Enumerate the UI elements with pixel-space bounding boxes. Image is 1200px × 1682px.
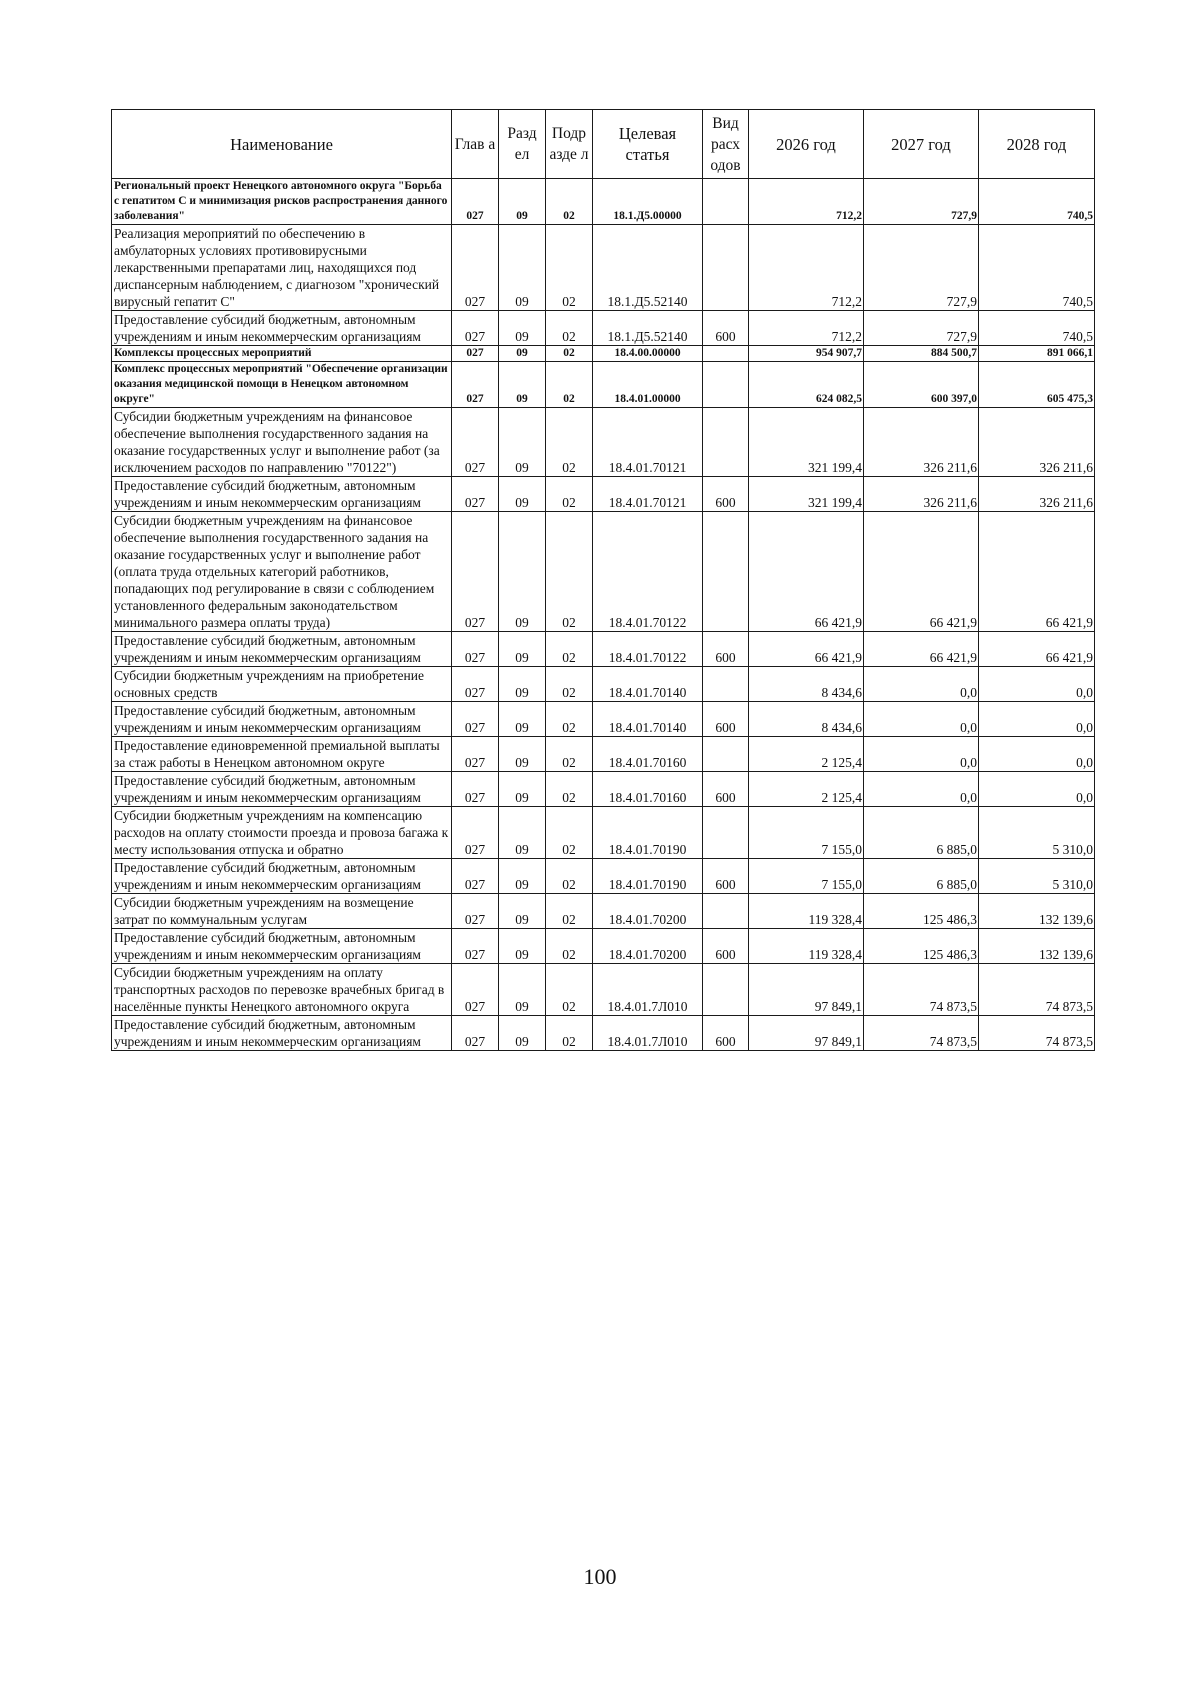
table-row: [112, 346, 1095, 362]
cell-2026: 712,2: [749, 311, 864, 346]
table-body: [112, 179, 1095, 1051]
cell-article: 18.4.01.70200: [593, 929, 703, 964]
cell-2026: 624 082,5: [749, 362, 864, 408]
cell-2028: 132 139,6: [979, 929, 1095, 964]
table-row: [112, 667, 1095, 702]
cell-2026: 119 328,4: [749, 894, 864, 929]
cell-glava: 027: [452, 362, 499, 408]
cell-article: 18.4.01.7Л010: [593, 1016, 703, 1051]
cell-article: 18.4.00.00000: [593, 346, 703, 362]
cell-article: 18.4.01.70160: [593, 737, 703, 772]
cell-article: 18.4.01.70121: [593, 408, 703, 477]
cell-name: Предоставление субсидий бюджетным, автономным учреждениям и иным некоммерческим организациям: [112, 859, 452, 894]
table-row: [112, 477, 1095, 512]
cell-glava: 027: [452, 179, 499, 225]
cell-2026: 119 328,4: [749, 929, 864, 964]
table-row: [112, 964, 1095, 1016]
cell-name: Предоставление субсидий бюджетным, автономным учреждениям и иным некоммерческим организациям: [112, 702, 452, 737]
cell-razdel: 09: [499, 737, 546, 772]
cell-vid: 600: [703, 702, 749, 737]
table-row: [112, 311, 1095, 346]
cell-razdel: 09: [499, 929, 546, 964]
cell-2027: 326 211,6: [864, 408, 979, 477]
cell-name: Субсидии бюджетным учреждениям на компенсацию расходов на оплату стоимости проезда и провоза багажа к месту использования отпуска и обратно: [112, 807, 452, 859]
cell-2028: 0,0: [979, 737, 1095, 772]
cell-glava: 027: [452, 346, 499, 362]
budget-table-sheet: [111, 109, 1094, 1051]
cell-2027: 727,9: [864, 225, 979, 311]
cell-razdel: 09: [499, 179, 546, 225]
cell-glava: 027: [452, 929, 499, 964]
cell-podrazdel: 02: [546, 362, 593, 408]
table-row: [112, 225, 1095, 311]
cell-podrazdel: 02: [546, 632, 593, 667]
cell-podrazdel: 02: [546, 702, 593, 737]
cell-2028: 0,0: [979, 702, 1095, 737]
cell-glava: 027: [452, 964, 499, 1016]
cell-2028: 74 873,5: [979, 1016, 1095, 1051]
cell-name: Предоставление субсидий бюджетным, автономным учреждениям и иным некоммерческим организациям: [112, 772, 452, 807]
cell-name: Субсидии бюджетным учреждениям на финансовое обеспечение выполнения государственного задания на оказание государственных услуг и выполнение работ (оплата труда отдельных категорий работников, попадающих под регулирование в связи с соблюдением установленного федеральным законодательством минимального размера оплаты труда): [112, 512, 452, 632]
cell-razdel: 09: [499, 346, 546, 362]
cell-2028: 66 421,9: [979, 632, 1095, 667]
cell-2026: 2 125,4: [749, 772, 864, 807]
cell-razdel: 09: [499, 772, 546, 807]
cell-podrazdel: 02: [546, 408, 593, 477]
cell-2027: 0,0: [864, 772, 979, 807]
cell-2027: 326 211,6: [864, 477, 979, 512]
table-row: [112, 702, 1095, 737]
table-header-row: [112, 110, 1095, 179]
cell-razdel: 09: [499, 632, 546, 667]
cell-vid: [703, 179, 749, 225]
cell-article: 18.4.01.70140: [593, 702, 703, 737]
cell-article: 18.4.01.7Л010: [593, 964, 703, 1016]
cell-2027: 66 421,9: [864, 512, 979, 632]
cell-podrazdel: 02: [546, 964, 593, 1016]
cell-2028: 132 139,6: [979, 894, 1095, 929]
cell-article: 18.1.Д5.00000: [593, 179, 703, 225]
cell-2027: 125 486,3: [864, 894, 979, 929]
cell-2027: 0,0: [864, 667, 979, 702]
table-row: [112, 408, 1095, 477]
cell-razdel: 09: [499, 894, 546, 929]
cell-podrazdel: 02: [546, 667, 593, 702]
cell-razdel: 09: [499, 311, 546, 346]
cell-2027: 6 885,0: [864, 807, 979, 859]
header-2027: 2027 год: [864, 110, 979, 179]
cell-2028: 740,5: [979, 179, 1095, 225]
cell-razdel: 09: [499, 702, 546, 737]
cell-2026: 8 434,6: [749, 667, 864, 702]
cell-razdel: 09: [499, 1016, 546, 1051]
cell-podrazdel: 02: [546, 772, 593, 807]
cell-2028: 0,0: [979, 667, 1095, 702]
cell-2028: 66 421,9: [979, 512, 1095, 632]
cell-vid: 600: [703, 859, 749, 894]
table-row: [112, 1016, 1095, 1051]
cell-podrazdel: 02: [546, 894, 593, 929]
cell-razdel: 09: [499, 512, 546, 632]
cell-razdel: 09: [499, 225, 546, 311]
cell-2027: 66 421,9: [864, 632, 979, 667]
cell-name: Субсидии бюджетным учреждениям на возмещение затрат по коммунальным услугам: [112, 894, 452, 929]
page-number: 100: [583, 1564, 617, 1589]
cell-vid: [703, 964, 749, 1016]
cell-2027: 727,9: [864, 311, 979, 346]
table-row: [112, 807, 1095, 859]
cell-2027: 74 873,5: [864, 1016, 979, 1051]
cell-razdel: 09: [499, 408, 546, 477]
cell-vid: [703, 667, 749, 702]
cell-name: Предоставление субсидий бюджетным, автономным учреждениям и иным некоммерческим организациям: [112, 1016, 452, 1051]
cell-name: Предоставление единовременной премиальной выплаты за стаж работы в Ненецком автономном округе: [112, 737, 452, 772]
cell-2028: 740,5: [979, 225, 1095, 311]
cell-2028: 891 066,1: [979, 346, 1095, 362]
cell-2027: 125 486,3: [864, 929, 979, 964]
cell-vid: [703, 512, 749, 632]
cell-podrazdel: 02: [546, 1016, 593, 1051]
cell-razdel: 09: [499, 859, 546, 894]
cell-razdel: 09: [499, 807, 546, 859]
cell-vid: [703, 346, 749, 362]
cell-name: Реализация мероприятий по обеспечению в амбулаторных условиях противовирусными лекарственными препаратами лиц, находящихся под диспансерным наблюдением, с диагнозом "хронический вирусный гепатит С": [112, 225, 452, 311]
cell-2028: 5 310,0: [979, 859, 1095, 894]
table-row: [112, 894, 1095, 929]
cell-vid: [703, 737, 749, 772]
cell-glava: 027: [452, 408, 499, 477]
cell-name: Предоставление субсидий бюджетным, автономным учреждениям и иным некоммерческим организациям: [112, 929, 452, 964]
cell-2026: 8 434,6: [749, 702, 864, 737]
header-glava: Глав а: [452, 110, 499, 179]
cell-glava: 027: [452, 311, 499, 346]
cell-glava: 027: [452, 737, 499, 772]
cell-article: 18.4.01.00000: [593, 362, 703, 408]
cell-article: 18.4.01.70160: [593, 772, 703, 807]
cell-vid: [703, 225, 749, 311]
cell-2026: 712,2: [749, 179, 864, 225]
cell-name: Предоставление субсидий бюджетным, автономным учреждениям и иным некоммерческим организациям: [112, 477, 452, 512]
cell-article: 18.4.01.70190: [593, 859, 703, 894]
cell-razdel: 09: [499, 362, 546, 408]
cell-2026: 66 421,9: [749, 632, 864, 667]
cell-2026: 7 155,0: [749, 859, 864, 894]
header-podrazdel: Подр азде л: [546, 110, 593, 179]
cell-article: 18.4.01.70190: [593, 807, 703, 859]
header-vid: Вид расх одов: [703, 110, 749, 179]
cell-article: 18.4.01.70140: [593, 667, 703, 702]
table-row: [112, 929, 1095, 964]
cell-2026: 954 907,7: [749, 346, 864, 362]
cell-2028: 326 211,6: [979, 477, 1095, 512]
cell-name: Субсидии бюджетным учреждениям на оплату транспортных расходов по перевозке врачебных бригад в населённые пункты Ненецкого автономного округа: [112, 964, 452, 1016]
cell-glava: 027: [452, 477, 499, 512]
cell-podrazdel: 02: [546, 859, 593, 894]
cell-2026: 97 849,1: [749, 964, 864, 1016]
cell-glava: 027: [452, 1016, 499, 1051]
cell-2028: 74 873,5: [979, 964, 1095, 1016]
cell-glava: 027: [452, 859, 499, 894]
table-row: [112, 362, 1095, 408]
cell-podrazdel: 02: [546, 346, 593, 362]
cell-2026: 7 155,0: [749, 807, 864, 859]
cell-podrazdel: 02: [546, 179, 593, 225]
cell-vid: 600: [703, 1016, 749, 1051]
cell-article: 18.4.01.70122: [593, 512, 703, 632]
cell-name: Предоставление субсидий бюджетным, автономным учреждениям и иным некоммерческим организациям: [112, 311, 452, 346]
cell-glava: 027: [452, 512, 499, 632]
cell-podrazdel: 02: [546, 737, 593, 772]
cell-vid: 600: [703, 311, 749, 346]
table-row: [112, 632, 1095, 667]
cell-glava: 027: [452, 225, 499, 311]
cell-name: Комплекс процессных мероприятий "Обеспечение организации оказания медицинской помощи в Ненецком автономном округе": [112, 362, 452, 408]
cell-2026: 712,2: [749, 225, 864, 311]
cell-podrazdel: 02: [546, 311, 593, 346]
cell-2026: 321 199,4: [749, 477, 864, 512]
cell-name: Комплексы процессных мероприятий: [112, 346, 452, 362]
cell-2027: 6 885,0: [864, 859, 979, 894]
cell-vid: [703, 807, 749, 859]
cell-2028: 740,5: [979, 311, 1095, 346]
header-2026: 2026 год: [749, 110, 864, 179]
cell-article: 18.4.01.70200: [593, 894, 703, 929]
cell-glava: 027: [452, 894, 499, 929]
cell-2028: 605 475,3: [979, 362, 1095, 408]
cell-2028: 5 310,0: [979, 807, 1095, 859]
cell-razdel: 09: [499, 667, 546, 702]
table-row: [112, 859, 1095, 894]
cell-razdel: 09: [499, 964, 546, 1016]
cell-2026: 2 125,4: [749, 737, 864, 772]
cell-2027: 727,9: [864, 179, 979, 225]
cell-article: 18.4.01.70121: [593, 477, 703, 512]
cell-2028: 0,0: [979, 772, 1095, 807]
cell-article: 18.1.Д5.52140: [593, 225, 703, 311]
cell-vid: [703, 894, 749, 929]
cell-2027: 0,0: [864, 737, 979, 772]
cell-vid: 600: [703, 772, 749, 807]
cell-podrazdel: 02: [546, 929, 593, 964]
table-row: [112, 772, 1095, 807]
cell-glava: 027: [452, 772, 499, 807]
cell-name: Субсидии бюджетным учреждениям на приобретение основных средств: [112, 667, 452, 702]
cell-name: Региональный проект Ненецкого автономного округа "Борьба с гепатитом С и минимизация рисков распространения данного заболевания": [112, 179, 452, 225]
cell-razdel: 09: [499, 477, 546, 512]
cell-podrazdel: 02: [546, 477, 593, 512]
cell-glava: 027: [452, 807, 499, 859]
cell-2027: 0,0: [864, 702, 979, 737]
table-row: [112, 512, 1095, 632]
cell-vid: [703, 362, 749, 408]
cell-2026: 321 199,4: [749, 408, 864, 477]
table-row: [112, 737, 1095, 772]
cell-article: 18.1.Д5.52140: [593, 311, 703, 346]
cell-glava: 027: [452, 702, 499, 737]
cell-2026: 66 421,9: [749, 512, 864, 632]
cell-vid: 600: [703, 929, 749, 964]
cell-name: Предоставление субсидий бюджетным, автономным учреждениям и иным некоммерческим организациям: [112, 632, 452, 667]
budget-table: [111, 109, 1095, 1051]
cell-vid: 600: [703, 477, 749, 512]
cell-vid: 600: [703, 632, 749, 667]
cell-article: 18.4.01.70122: [593, 632, 703, 667]
cell-2027: 884 500,7: [864, 346, 979, 362]
cell-podrazdel: 02: [546, 225, 593, 311]
cell-vid: [703, 408, 749, 477]
cell-podrazdel: 02: [546, 512, 593, 632]
header-name: Наименование: [112, 110, 452, 179]
cell-2027: 600 397,0: [864, 362, 979, 408]
header-2028: 2028 год: [979, 110, 1095, 179]
header-razdel: Разд ел: [499, 110, 546, 179]
cell-glava: 027: [452, 632, 499, 667]
cell-2026: 97 849,1: [749, 1016, 864, 1051]
table-row: [112, 179, 1095, 225]
cell-2028: 326 211,6: [979, 408, 1095, 477]
header-article: Целевая статья: [593, 110, 703, 179]
cell-name: Субсидии бюджетным учреждениям на финансовое обеспечение выполнения государственного задания на оказание государственных услуг и выполнение работ (за исключением расходов по направлению "70122"): [112, 408, 452, 477]
cell-2027: 74 873,5: [864, 964, 979, 1016]
cell-podrazdel: 02: [546, 807, 593, 859]
cell-glava: 027: [452, 667, 499, 702]
